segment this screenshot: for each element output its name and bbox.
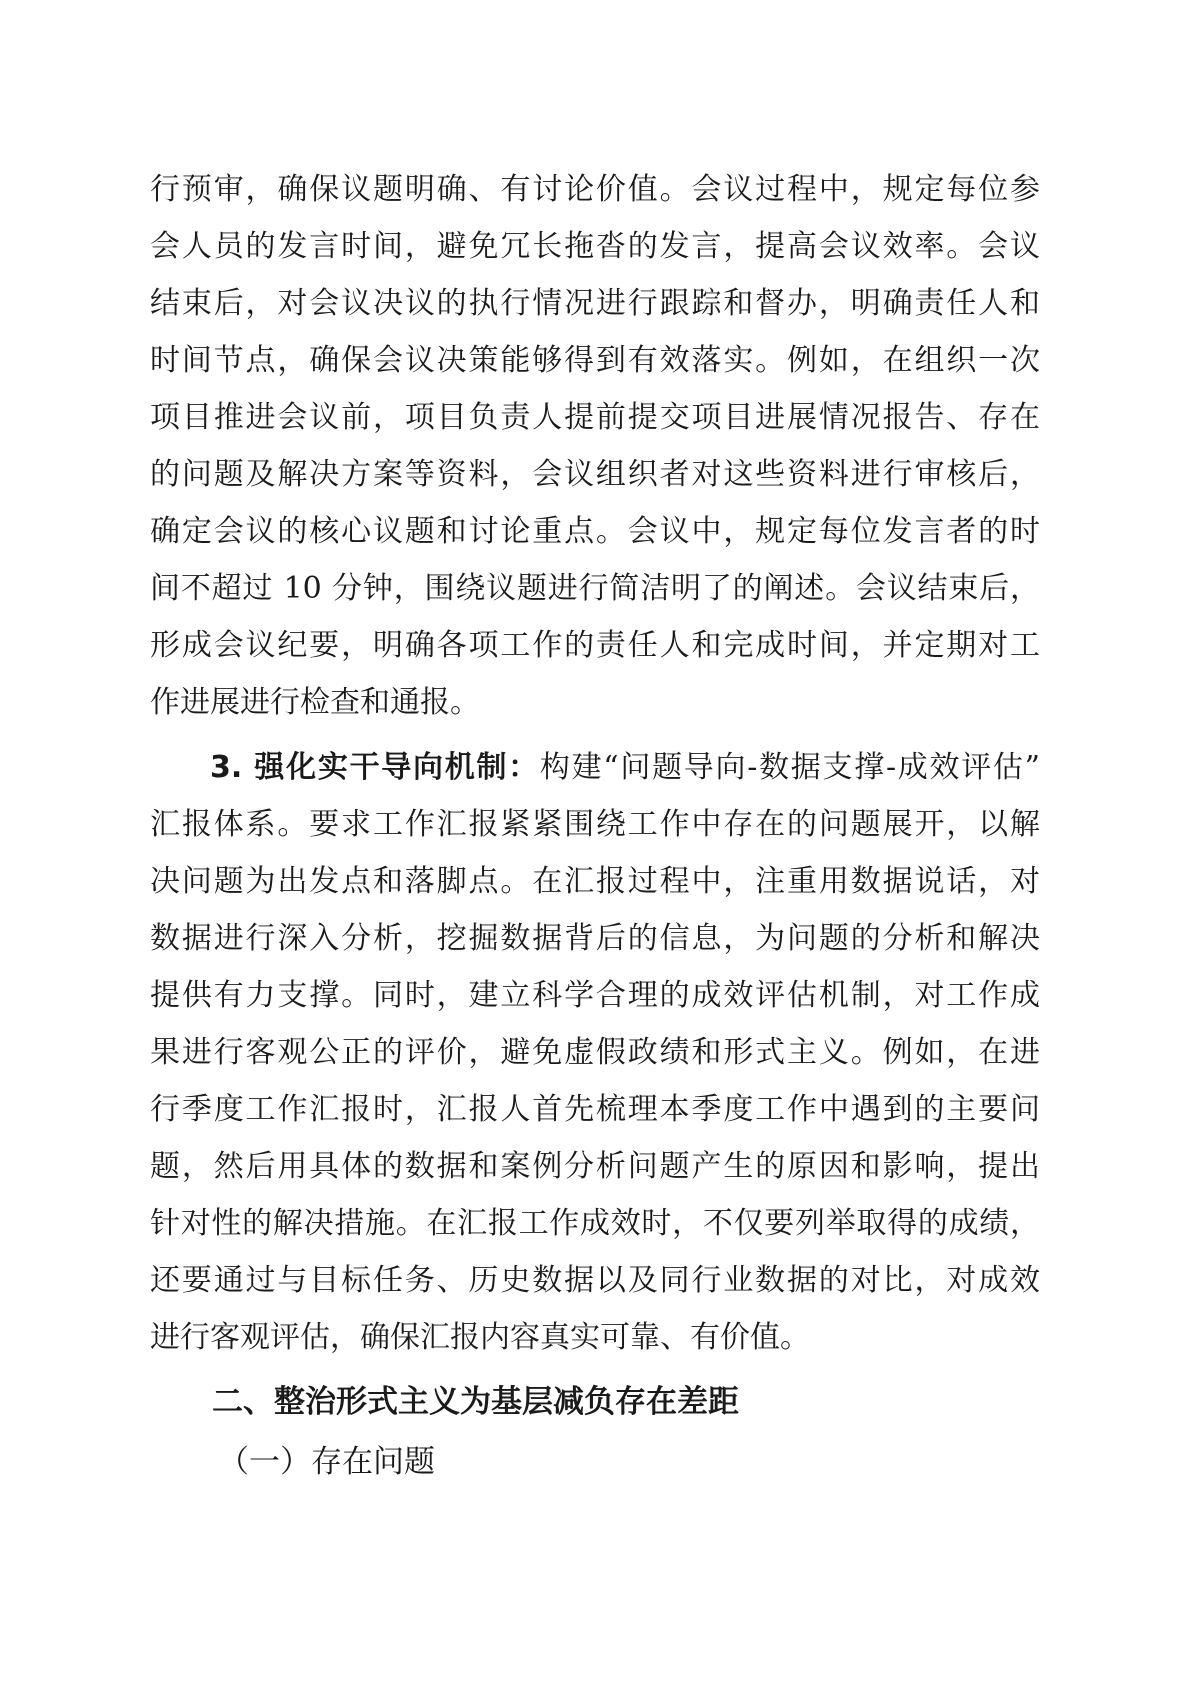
paragraph-line: 形成会议纪要，明确各项工作的责任人和完成时间，并定期对工 (150, 628, 1040, 663)
paragraph-line: 进行客观评估，确保汇报内容真实可靠、有价值。 (150, 1320, 810, 1355)
paragraph-line: 间不超过 10 分钟，围绕议题进行简洁明了的阐述。会议结束后， (150, 571, 1040, 606)
paragraph-line: 会人员的发言时间，避免冗长拖沓的发言，提高会议效率。会议 (150, 229, 1040, 264)
paragraph-line: 行季度工作汇报时，汇报人首先梳理本季度工作中遇到的主要问 (150, 1092, 1040, 1127)
paragraph-line: 果进行客观公正的评价，避免虚假政绩和形式主义。例如，在进 (150, 1035, 1040, 1070)
subsection-heading: （一）存在问题 (218, 1444, 435, 1480)
paragraph-line: 还要通过与目标任务、历史数据以及同行业数据的对比，对成效 (150, 1263, 1040, 1298)
paragraph-line: 题，然后用具体的数据和案例分析问题产生的原因和影响，提出 (150, 1149, 1040, 1184)
section-heading: 二、整治形式主义为基层减负存在差距 (212, 1384, 739, 1420)
paragraph-line: 提供有力支撑。同时，建立科学合理的成效评估机制，对工作成 (150, 978, 1040, 1013)
paragraph-line: 作进展进行检查和通报。 (150, 685, 480, 720)
paragraph-line: 行预审，确保议题明确、有讨论价值。会议过程中，规定每位参 (150, 172, 1040, 207)
paragraph-line: 结束后，对会议决议的执行情况进行跟踪和督办，明确责任人和 (150, 286, 1040, 321)
paragraph-lead-title: 3. 强化实干导向机制： (210, 750, 540, 785)
paragraph-line: 项目推进会议前，项目负责人提前提交项目进展情况报告、存在 (150, 400, 1040, 435)
paragraph-line: 确定会议的核心议题和讨论重点。会议中，规定每位发言者的时 (150, 514, 1040, 549)
paragraph-line: 汇报体系。要求工作汇报紧紧围绕工作中存在的问题展开，以解 (150, 807, 1040, 842)
paragraph-line: 时间节点，确保会议决策能够得到有效落实。例如，在组织一次 (150, 343, 1040, 378)
paragraph-line: 的问题及解决方案等资料，会议组织者对这些资料进行审核后， (150, 457, 1040, 492)
paragraph-line: 数据进行深入分析，挖掘数据背后的信息，为问题的分析和解决 (150, 921, 1040, 956)
paragraph-line: 决问题为出发点和落脚点。在汇报过程中，注重用数据说话，对 (150, 864, 1040, 899)
paragraph-first-line (210, 738, 1040, 798)
paragraph-text: 构建“问题导向-数据支撑-成效评估” (539, 750, 1040, 785)
paragraph-line: 针对性的解决措施。在汇报工作成效时，不仅要列举取得的成绩， (150, 1206, 1040, 1241)
